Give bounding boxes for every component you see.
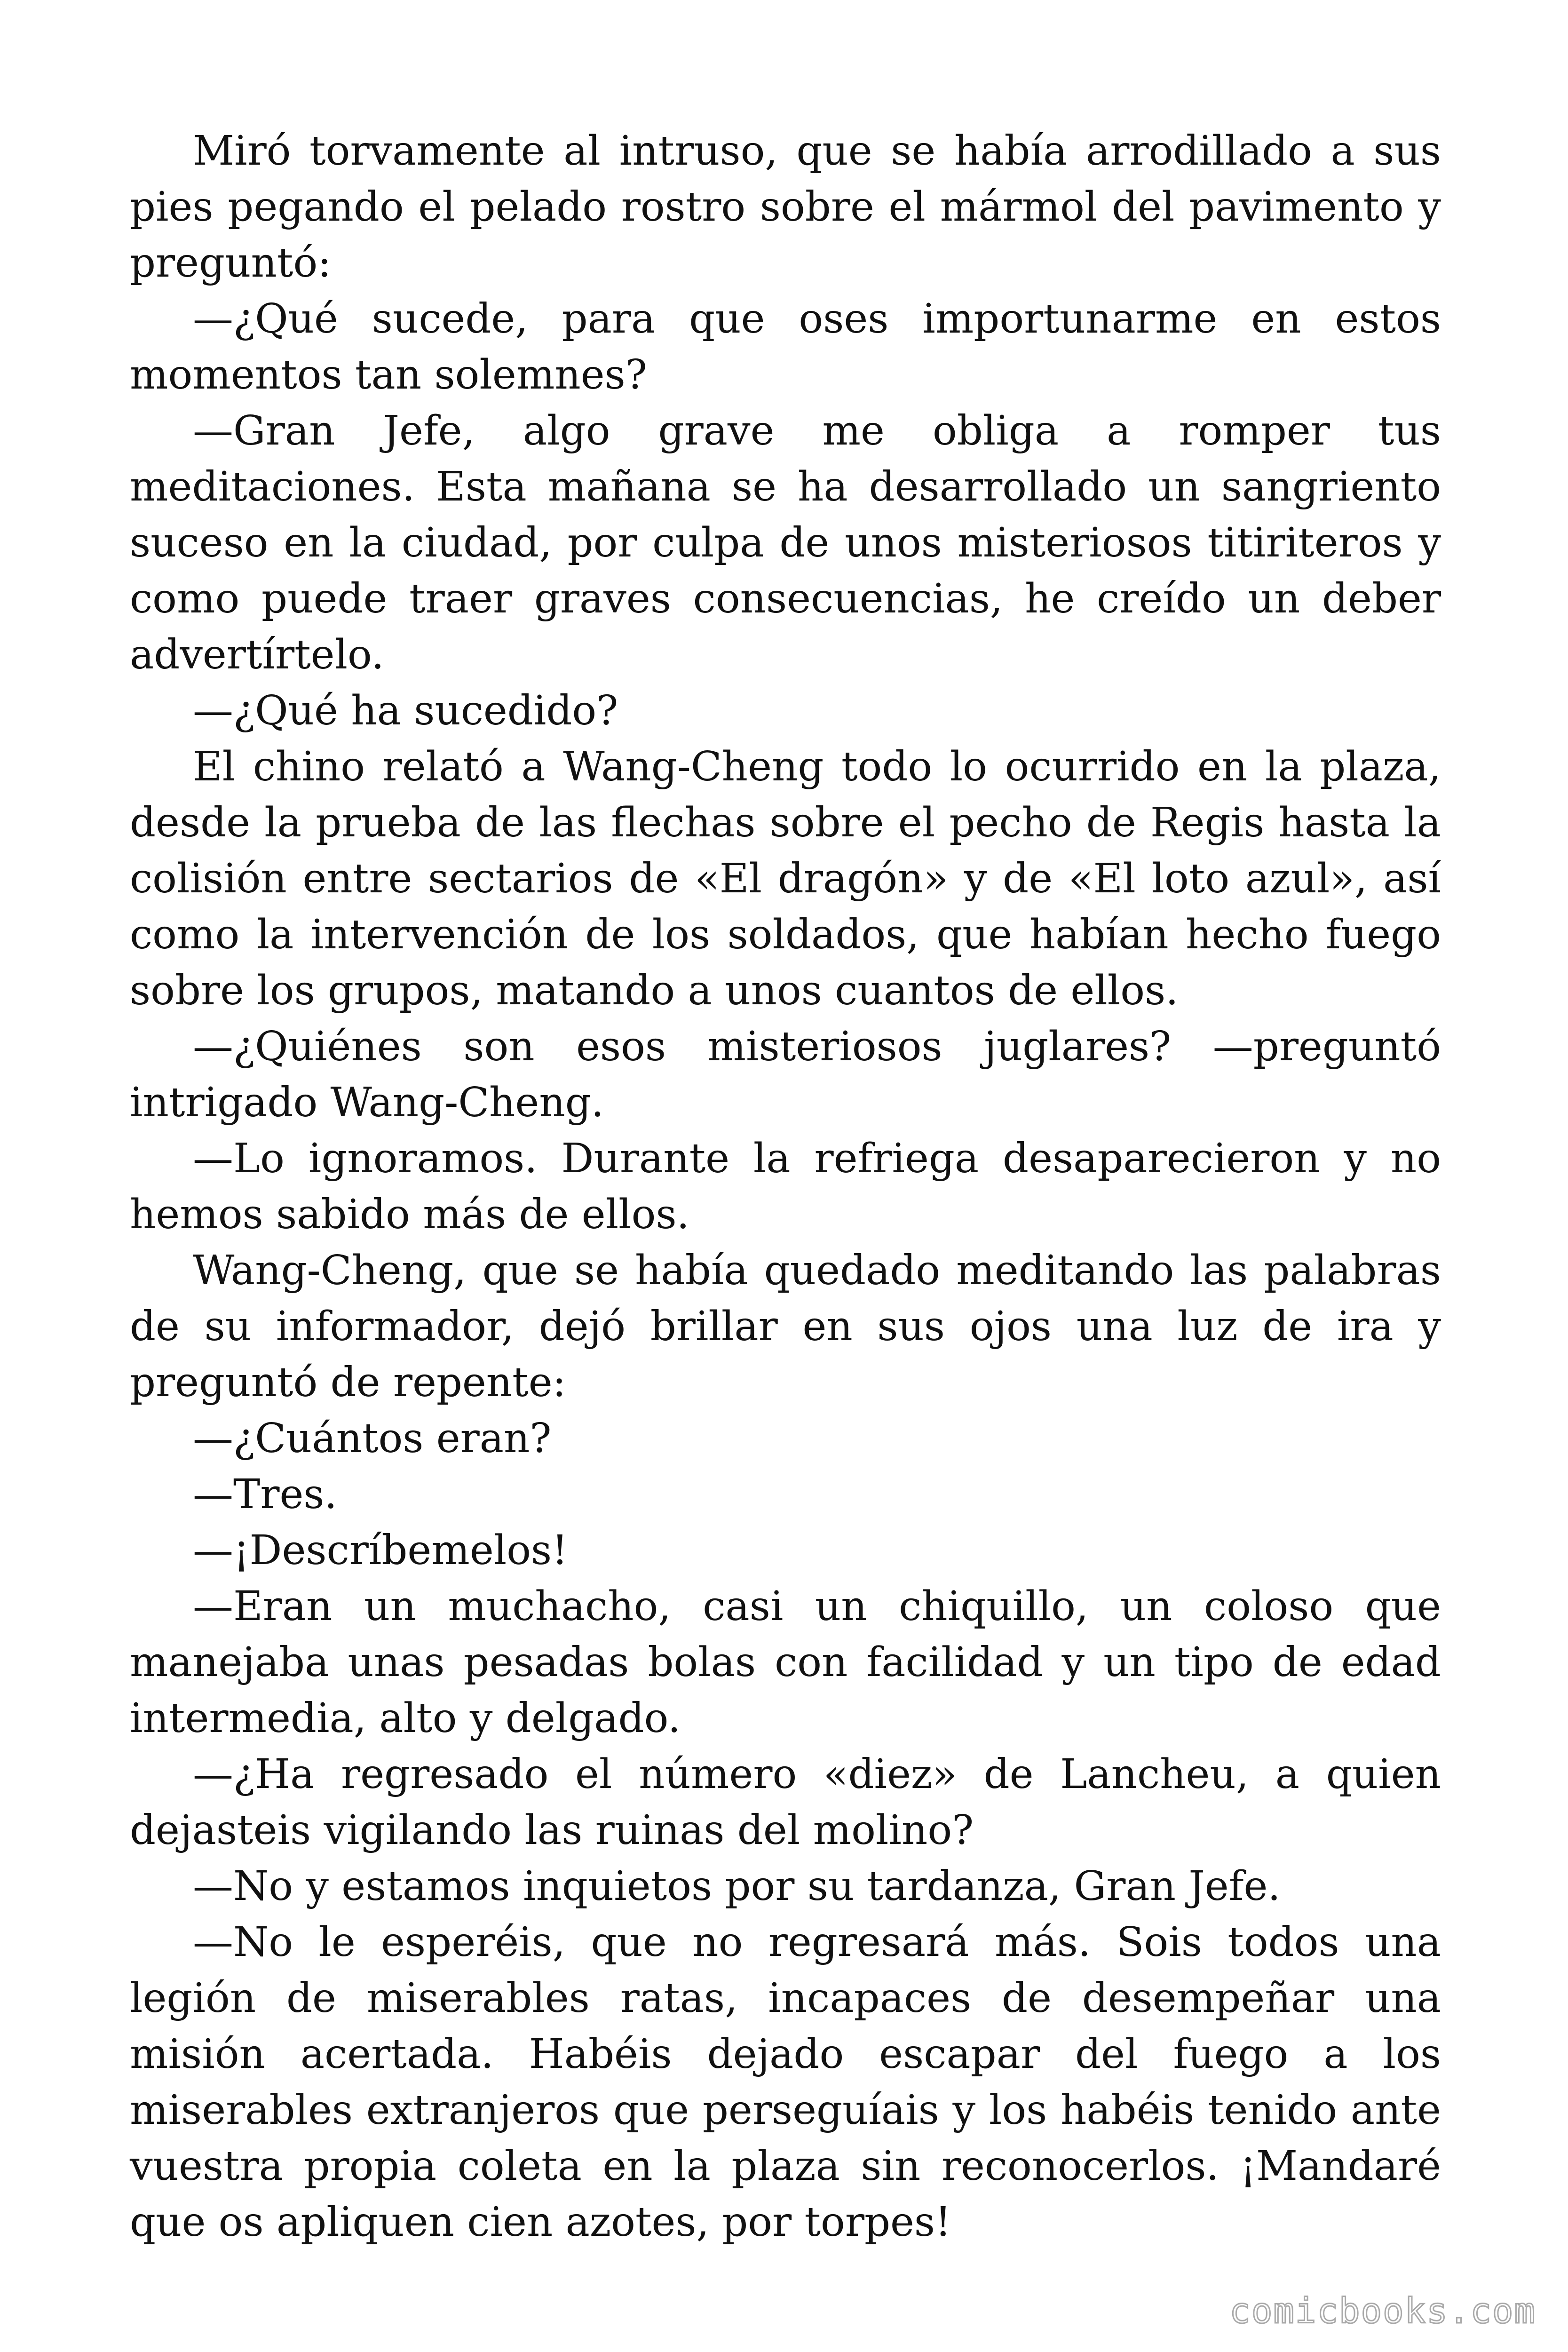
paragraph: —¿Qué ha sucedido?	[193, 687, 618, 734]
paragraph: Miró torvamente al intruso, que se había arrodillado a sus pies pegando el pelado rostro sobre el mármol del pavimento y preguntó:	[130, 127, 1441, 286]
paragraph: —No le esperéis, que no regresará más. Sois todos una legión de miserables ratas, incapaces de desempeñar una misión acertada. Habéis dejado escapar del fuego a los miserables extranjeros que perseguíais y los habéis tenido ante vuestra propia coleta en la plaza sin reconocerlos. ¡Mandaré que os apliquen cien azotes, por torpes!	[130, 1919, 1441, 2246]
paragraph: —No y estamos inquietos por su tardanza, Gran Jefe.	[193, 1863, 1281, 1910]
page-text	[130, 123, 1441, 2250]
paragraph: —Tres.	[193, 1471, 337, 1518]
paragraph: Wang-Cheng, que se había quedado meditando las palabras de su informador, dejó brillar en sus ojos una luz de ira y preguntó de repente:	[130, 1247, 1441, 1406]
paragraph: El chino relató a Wang-Cheng todo lo ocurrido en la plaza, desde la prueba de las flechas sobre el pecho de Regis hasta la colisión entre sectarios de «El dragón» y de «El loto azul», así como la intervención de los soldados, que habían hecho fuego sobre los grupos, matando a unos cuantos de ellos.	[130, 743, 1441, 1014]
watermark: comicbooks.com	[1229, 2291, 1536, 2331]
paragraph: —¿Qué sucede, para que oses importunarme en estos momentos tan solemnes?	[130, 295, 1441, 398]
paragraph: —¿Ha regresado el número «diez» de Lancheu, a quien dejasteis vigilando las ruinas del molino?	[130, 1751, 1441, 1854]
paragraph: —Eran un muchacho, casi un chiquillo, un coloso que manejaba unas pesadas bolas con facilidad y un tipo de edad intermedia, alto y delgado.	[130, 1583, 1441, 1742]
paragraph: —¡Descríbemelos!	[193, 1527, 568, 1574]
paragraph: —Lo ignoramos. Durante la refriega desaparecieron y no hemos sabido más de ellos.	[130, 1135, 1441, 1238]
paragraph: —¿Quiénes son esos misteriosos juglares? —preguntó intrigado Wang-Cheng.	[130, 1023, 1441, 1126]
paragraph: —¿Cuántos eran?	[193, 1415, 552, 1462]
paragraph: —Gran Jefe, algo grave me obliga a romper tus meditaciones. Esta mañana se ha desarrollado un sangriento suceso en la ciudad, por culpa de unos misteriosos titiriteros y como puede traer graves consecuencias, he creído un deber advertírtelo.	[130, 407, 1441, 678]
